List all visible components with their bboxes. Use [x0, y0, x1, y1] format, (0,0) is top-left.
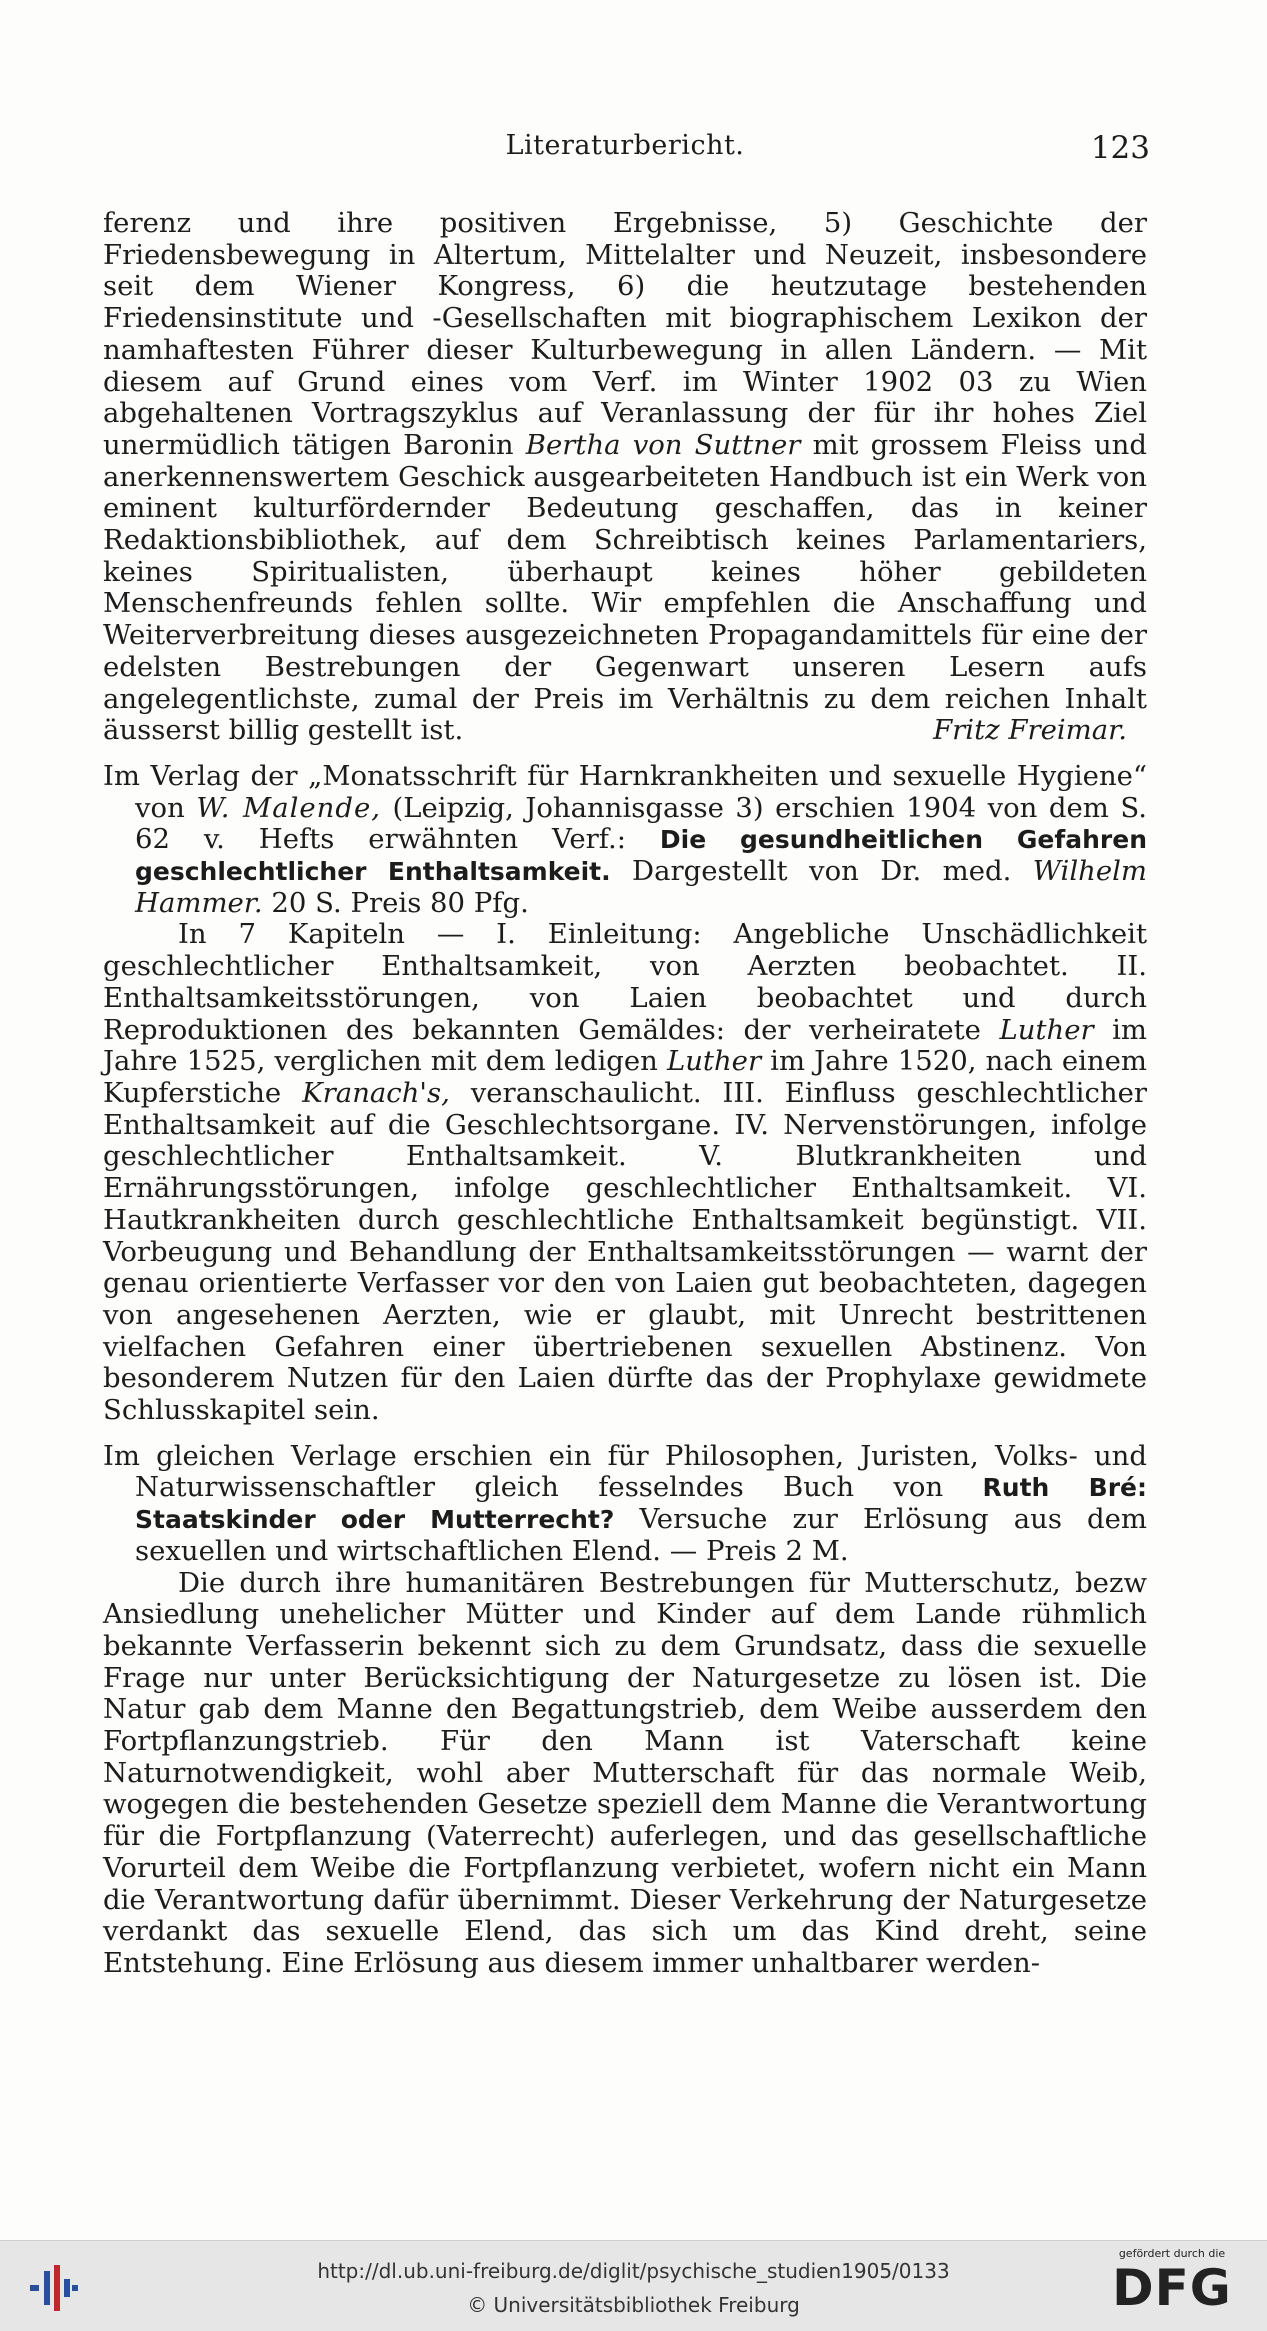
paragraph-book-summary: Die durch ihre humanitären Bestrebungen für Mutterschutz, bezw Ansiedlung unehelicher Mütter und Kinder auf dem Lande rühmlich bekannte Verfasserin bekennt sich zu dem Grundsatz, dass die sexuelle Frage nur unter Berücksichtigung der Naturgesetze zu lösen ist. Die Natur gab dem Manne den Begattungstrieb, dem Weibe ausserdem den Fortpflanzungstrieb. Für den Mann ist Vaterschaft keine Naturnotwendigkeit, wohl aber Mutterschaft für das normale Weib, wogegen die bestehenden Gesetze speziell dem Manne die Verantwortung für die Fortpflanzung (Vaterrecht) auferlegen, und das gesellschaftliche Vorurteil dem Weibe die Fortpflanzung verbietet, wofern nicht ein Mann die Verantwortung dafür übernimmt. Dieser Verkehrung der Naturgesetze verdankt das sexuelle Elend, das sich um das Kind dreht, seine Entstehung. Eine Erlösung aus diesem immer unhaltbarer werden-: [103, 1566, 1147, 1979]
paragraph-book-summary: In 7 Kapiteln — I. Einleitung: Angebliche Unschädlichkeit geschlechtlicher Enthaltsamkeit, von Aerzten beobachtet. II. Enthaltsamkeitsstörungen, von Laien beobachtet und durch Reproduktionen des bekannten Gemäldes: der verheiratete Luther im Jahre 1525, verglichen mit dem ledigen Luther im Jahre 1520, nach einem Kupferstiche Kranach's, veranschaulicht. III. Einfluss geschlechtlicher Enthaltsamkeit auf die Geschlechtsorgane. IV. Nervenstörungen, infolge geschlechtlicher Enthaltsamkeit. V. Blutkrankheiten und Ernährungsstörungen, infolge geschlechtlicher Enthaltsamkeit. VI. Hautkrankheiten durch geschlechtliche Enthaltsamkeit begünstigt. VII. Vorbeugung und Behandlung der Enthaltsamkeitsstörungen — warnt der genau orientierte Verfasser vor den von Laien gut beobachteten, dagegen von angesehenen Aerzten, wie er glaubt, mit Unrecht bestrittenen vielfachen Gefahren einer übertriebenen sexuellen Abstinenz. Von besonderem Nutzen für den Laien dürfte das der Prophylaxe gewidmete Schlusskapitel sein.: [103, 918, 1147, 1427]
author-name: Ruth Bré:: [982, 1473, 1147, 1503]
running-title: Literaturbericht.: [505, 130, 745, 161]
dfg-funding-logo: [1097, 2247, 1247, 2327]
paragraph-book-entry: Im gleichen Verlage erschien ein für Philosophen, Juristen, Volks- und Naturwissenschaftler gleich fesselndes Buch von Ruth Bré: Staatskinder oder Mutterrecht? Versuche zur Erlösung aus dem sexuellen und wirtschaftlichen Elend. — Preis 2 M.: [103, 1439, 1147, 1567]
person-name: Bertha von Suttner: [525, 428, 801, 461]
page-number: 123: [1090, 130, 1150, 166]
author-name: Wilhelm Hammer.: [135, 855, 1147, 919]
copyright-notice: © Universitätsbibliothek Freiburg: [467, 2293, 800, 2317]
book-title: Die gesundheitlichen Gefahren geschlechtlicher Enthaltsamkeit.: [135, 825, 1147, 887]
paragraph-book-entry: Im Verlag der „Monatsschrift für Harnkrankheiten und sexuelle Hygiene“ von W. Malende, (Leipzig, Johannisgasse 3) erschien 1904 von dem S. 62 v. Hefts erwähnten Verf.: Die gesundheitlichen Gefahren geschlechtlicher Enthaltsamkeit. Dargestellt von Dr. med. Wilhelm Hammer. 20 S. Preis 80 Pfg.: [103, 759, 1147, 919]
book-title: Staatskinder oder Mutterrecht?: [135, 1505, 615, 1535]
viewer-footer: [0, 2240, 1267, 2331]
dfg-logo-icon: DFG: [1112, 2259, 1232, 2317]
body-text: [103, 208, 1147, 1980]
dfg-caption: gefördert durch die: [1118, 2247, 1226, 2260]
document-url[interactable]: http://dl.ub.uni-freiburg.de/diglit/psychische_studien1905/0133: [317, 2259, 950, 2283]
paragraph-review-continuation: ferenz und ihre positiven Ergebnisse, 5) Geschichte der Friedensbewegung in Altertum, Mittelalter und Neuzeit, insbesondere seit dem Wiener Kongress, 6) die heutzutage bestehenden Friedensinstitute und -Gesellschaften mit biographischem Lexikon der namhaftesten Führer dieser Kulturbewegung in allen Ländern. — Mit diesem auf Grund eines vom Verf. im Winter 1902 03 zu Wien abgehaltenen Vortragszyklus auf Veranlassung der für ihr hohes Ziel unermüdlich tätigen Baronin Bertha von Suttner mit grossem Fleiss und anerkennenswertem Geschick ausgearbeiteten Handbuch ist ein Werk von eminent kulturfördernder Bedeutung geschaffen, das in keiner Redaktionsbibliothek, auf dem Schreibtisch keines Parlamentariers, keines Spiritualisten, überhaupt keines höher gebildeten Menschenfreunds fehlen sollte. Wir empfehlen die Anschaffung und Weiterverbreitung dieses ausgezeichneten Propagandamittels für eine der edelsten Bestrebungen der Gegenwart unseren Lesern aufs angelegentlichste, zumal der Preis im Verhältnis zu dem reichen Inhalt äusserst billig gestellt ist. Fritz Freimar.: [103, 207, 1147, 747]
person-name: Luther: [999, 1013, 1094, 1046]
page-header: [100, 130, 1150, 180]
person-name: Luther: [666, 1045, 762, 1078]
person-name: Kranach's,: [302, 1076, 450, 1109]
reviewer-signature: Fritz Freimar.: [933, 714, 1127, 747]
publisher-name: W. Malende,: [196, 791, 382, 824]
